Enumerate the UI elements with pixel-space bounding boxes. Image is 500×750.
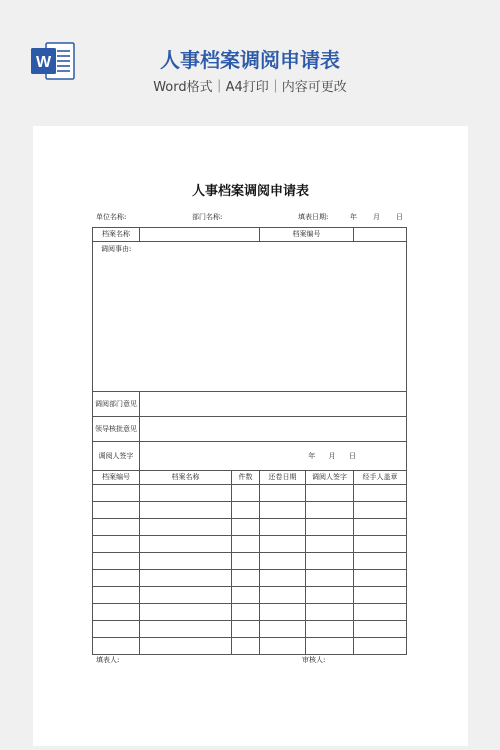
dept-opinion-row [93,392,407,417]
log-cell[interactable] [93,485,140,502]
log-cell[interactable] [232,502,260,519]
file-no-field[interactable] [354,228,407,242]
log-cell[interactable] [306,519,354,536]
application-form [92,227,407,655]
log-cell[interactable] [306,638,354,655]
reviewer-label: 审核人: [302,656,326,664]
reason-label: 调阅事由: [101,245,132,253]
fill-date-day: 日 [396,213,403,221]
fill-date-label: 填表日期: [298,213,329,221]
log-cell[interactable] [232,621,260,638]
log-cell[interactable] [354,519,407,536]
log-cell[interactable] [354,587,407,604]
log-cell[interactable] [140,536,232,553]
reason-row [93,242,407,392]
log-row [93,570,407,587]
log-cell[interactable] [232,570,260,587]
dept-opinion-label: 调阅部门意见 [93,392,140,417]
log-header-row [93,471,407,485]
log-cell[interactable] [306,604,354,621]
log-row [93,519,407,536]
dept-opinion-field[interactable] [140,392,407,417]
log-cell[interactable] [306,570,354,587]
log-cell[interactable] [232,638,260,655]
log-cell[interactable] [140,638,232,655]
log-cell[interactable] [354,553,407,570]
banner [0,0,500,110]
column-header: 还卷日期 [260,471,306,485]
log-cell[interactable] [260,519,306,536]
log-row [93,638,407,655]
dept-name-label: 部门名称: [192,213,223,221]
column-header: 档案名称 [140,471,232,485]
signer-row [93,442,407,471]
log-cell[interactable] [140,604,232,621]
log-cell[interactable] [93,604,140,621]
log-cell[interactable] [306,553,354,570]
log-cell[interactable] [93,519,140,536]
banner-title: 人事档案调阅申请表 [160,48,340,72]
log-cell[interactable] [93,536,140,553]
log-cell[interactable] [260,485,306,502]
log-cell[interactable] [260,536,306,553]
log-cell[interactable] [260,587,306,604]
log-cell[interactable] [232,604,260,621]
log-cell[interactable] [93,621,140,638]
log-row [93,536,407,553]
document-page [33,126,468,746]
log-cell[interactable] [260,553,306,570]
log-cell[interactable] [140,519,232,536]
column-header: 调阅人签字 [306,471,354,485]
log-cell[interactable] [354,621,407,638]
column-header: 件数 [232,471,260,485]
log-cell[interactable] [93,587,140,604]
log-body [93,485,407,655]
column-header: 经手人盖章 [354,471,407,485]
log-row [93,604,407,621]
log-cell[interactable] [232,485,260,502]
file-name-field[interactable] [140,228,260,242]
log-cell[interactable] [260,621,306,638]
log-row [93,621,407,638]
file-name-label: 档案名称 [93,228,140,242]
signer-date-year: 年 [308,451,316,460]
log-row [93,485,407,502]
log-cell[interactable] [306,621,354,638]
log-cell[interactable] [140,502,232,519]
log-cell[interactable] [140,570,232,587]
log-cell[interactable] [354,638,407,655]
log-cell[interactable] [232,587,260,604]
log-cell[interactable] [354,570,407,587]
log-cell[interactable] [140,587,232,604]
signer-label: 调阅人签字 [93,442,140,471]
leader-opinion-row [93,417,407,442]
log-cell[interactable] [93,553,140,570]
document-title: 人事档案调阅申请表 [191,184,309,199]
log-cell[interactable] [140,553,232,570]
log-cell[interactable] [260,570,306,587]
log-row [93,553,407,570]
log-cell[interactable] [93,502,140,519]
log-cell[interactable] [232,536,260,553]
fill-date-month: 月 [373,213,380,221]
unit-name-label: 单位名称: [96,213,127,221]
leader-opinion-field[interactable] [140,417,407,442]
log-cell[interactable] [232,553,260,570]
file-no-label: 档案编号 [260,228,354,242]
fill-date-year: 年 [350,213,357,221]
log-row [93,587,407,604]
signer-date-month: 月 [328,451,336,460]
log-cell[interactable] [306,536,354,553]
log-cell[interactable] [354,485,407,502]
signer-date-day: 日 [349,451,356,460]
log-cell[interactable] [140,621,232,638]
log-cell[interactable] [232,519,260,536]
log-cell[interactable] [140,485,232,502]
log-row [93,502,407,519]
column-header: 档案编号 [93,471,140,485]
file-info-row [93,228,407,242]
reason-field[interactable] [93,242,407,392]
log-cell[interactable] [306,485,354,502]
signer-date-field[interactable] [140,442,407,471]
leader-opinion-label: 领导核批意见 [93,417,140,442]
banner-subtitle: Word格式｜A4打印｜内容可更改 [153,80,347,95]
log-cell[interactable] [354,536,407,553]
log-cell[interactable] [354,604,407,621]
log-cell[interactable] [93,570,140,587]
log-cell[interactable] [260,604,306,621]
log-cell[interactable] [306,502,354,519]
log-cell[interactable] [306,587,354,604]
log-cell[interactable] [93,638,140,655]
log-cell[interactable] [354,502,407,519]
log-cell[interactable] [260,638,306,655]
filler-label: 填表人: [96,656,120,664]
word-icon-letter: W [35,54,52,71]
log-cell[interactable] [260,502,306,519]
